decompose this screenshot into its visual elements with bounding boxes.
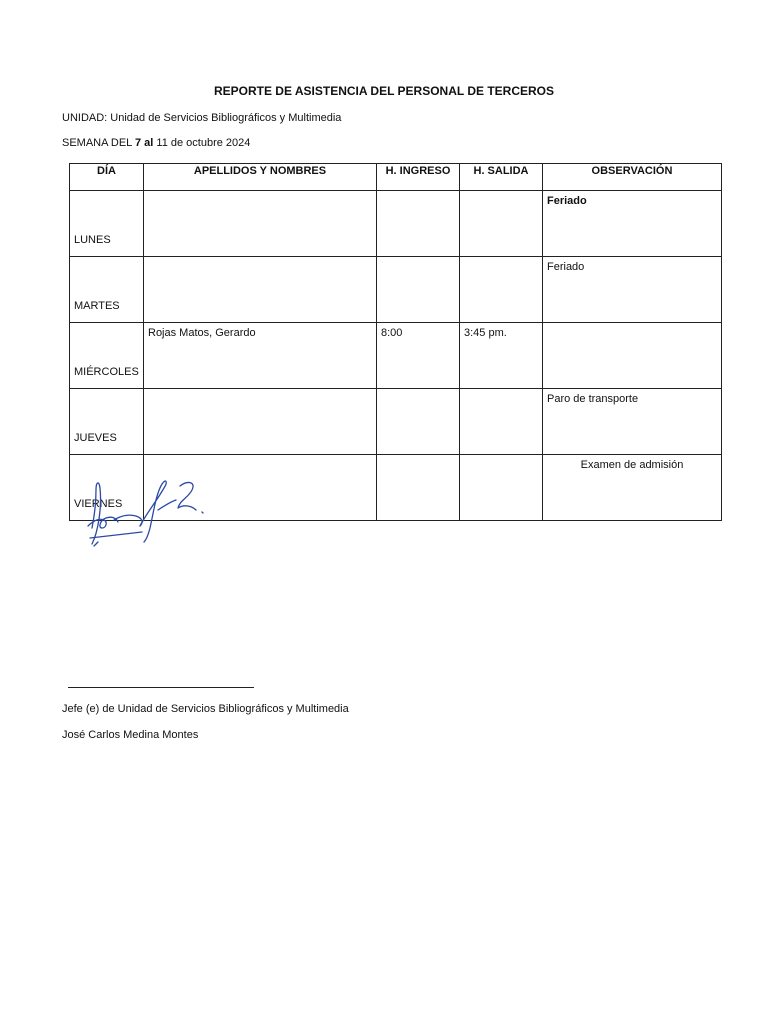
week-start: 7 [134, 137, 142, 149]
day-cell: VIERNES [70, 455, 144, 521]
day-cell: LUNES [70, 191, 144, 257]
unit-line [62, 112, 341, 124]
week-connector: al [144, 137, 154, 149]
header-observation: OBSERVACIÓN [543, 164, 722, 191]
unit-label: UNIDAD: [62, 112, 108, 124]
table-row [70, 323, 722, 389]
table-row [70, 257, 722, 323]
day-cell: JUEVES [70, 389, 144, 455]
attendance-table [69, 163, 722, 521]
day-cell: MIÉRCOLES [70, 323, 144, 389]
header-check-in: H. INGRESO [377, 164, 460, 191]
signature-line [68, 687, 254, 688]
report-title: REPORTE DE ASISTENCIA DEL PERSONAL DE TERCEROS [213, 84, 555, 98]
signature-strokes [88, 481, 203, 546]
check-in-cell [377, 257, 460, 323]
observation-cell [543, 323, 722, 389]
header-day: DÍA [70, 164, 144, 191]
check-out-cell [460, 455, 543, 521]
table-header-row [70, 164, 722, 191]
name-cell [144, 389, 377, 455]
week-line [62, 137, 250, 149]
signer-role: Jefe (e) de Unidad de Servicios Bibliográficos y Multimedia [62, 703, 349, 715]
week-prefix: SEMANA DEL [62, 137, 132, 149]
check-in-cell [377, 389, 460, 455]
table-row [70, 191, 722, 257]
observation-cell: Feriado [543, 191, 722, 257]
check-out-cell [460, 257, 543, 323]
header-names: APELLIDOS Y NOMBRES [144, 164, 377, 191]
check-out-cell: 3:45 pm. [460, 323, 543, 389]
observation-cell: Paro de transporte [543, 389, 722, 455]
check-out-cell [460, 389, 543, 455]
week-end: 11 de octubre 2024 [156, 137, 251, 149]
header-check-out: H. SALIDA [460, 164, 543, 191]
unit-value: Unidad de Servicios Bibliográficos y Multimedia [110, 112, 342, 124]
handwritten-signature [84, 470, 214, 552]
observation-cell: Examen de admisión [543, 455, 722, 521]
name-cell [144, 191, 377, 257]
day-cell: MARTES [70, 257, 144, 323]
check-out-cell [460, 191, 543, 257]
name-cell: Rojas Matos, Gerardo [144, 323, 377, 389]
check-in-cell: 8:00 [377, 323, 460, 389]
check-in-cell [377, 191, 460, 257]
observation-cell: Feriado [543, 257, 722, 323]
check-in-cell [377, 455, 460, 521]
table-row [70, 389, 722, 455]
name-cell [144, 257, 377, 323]
signer-name: José Carlos Medina Montes [62, 729, 199, 741]
